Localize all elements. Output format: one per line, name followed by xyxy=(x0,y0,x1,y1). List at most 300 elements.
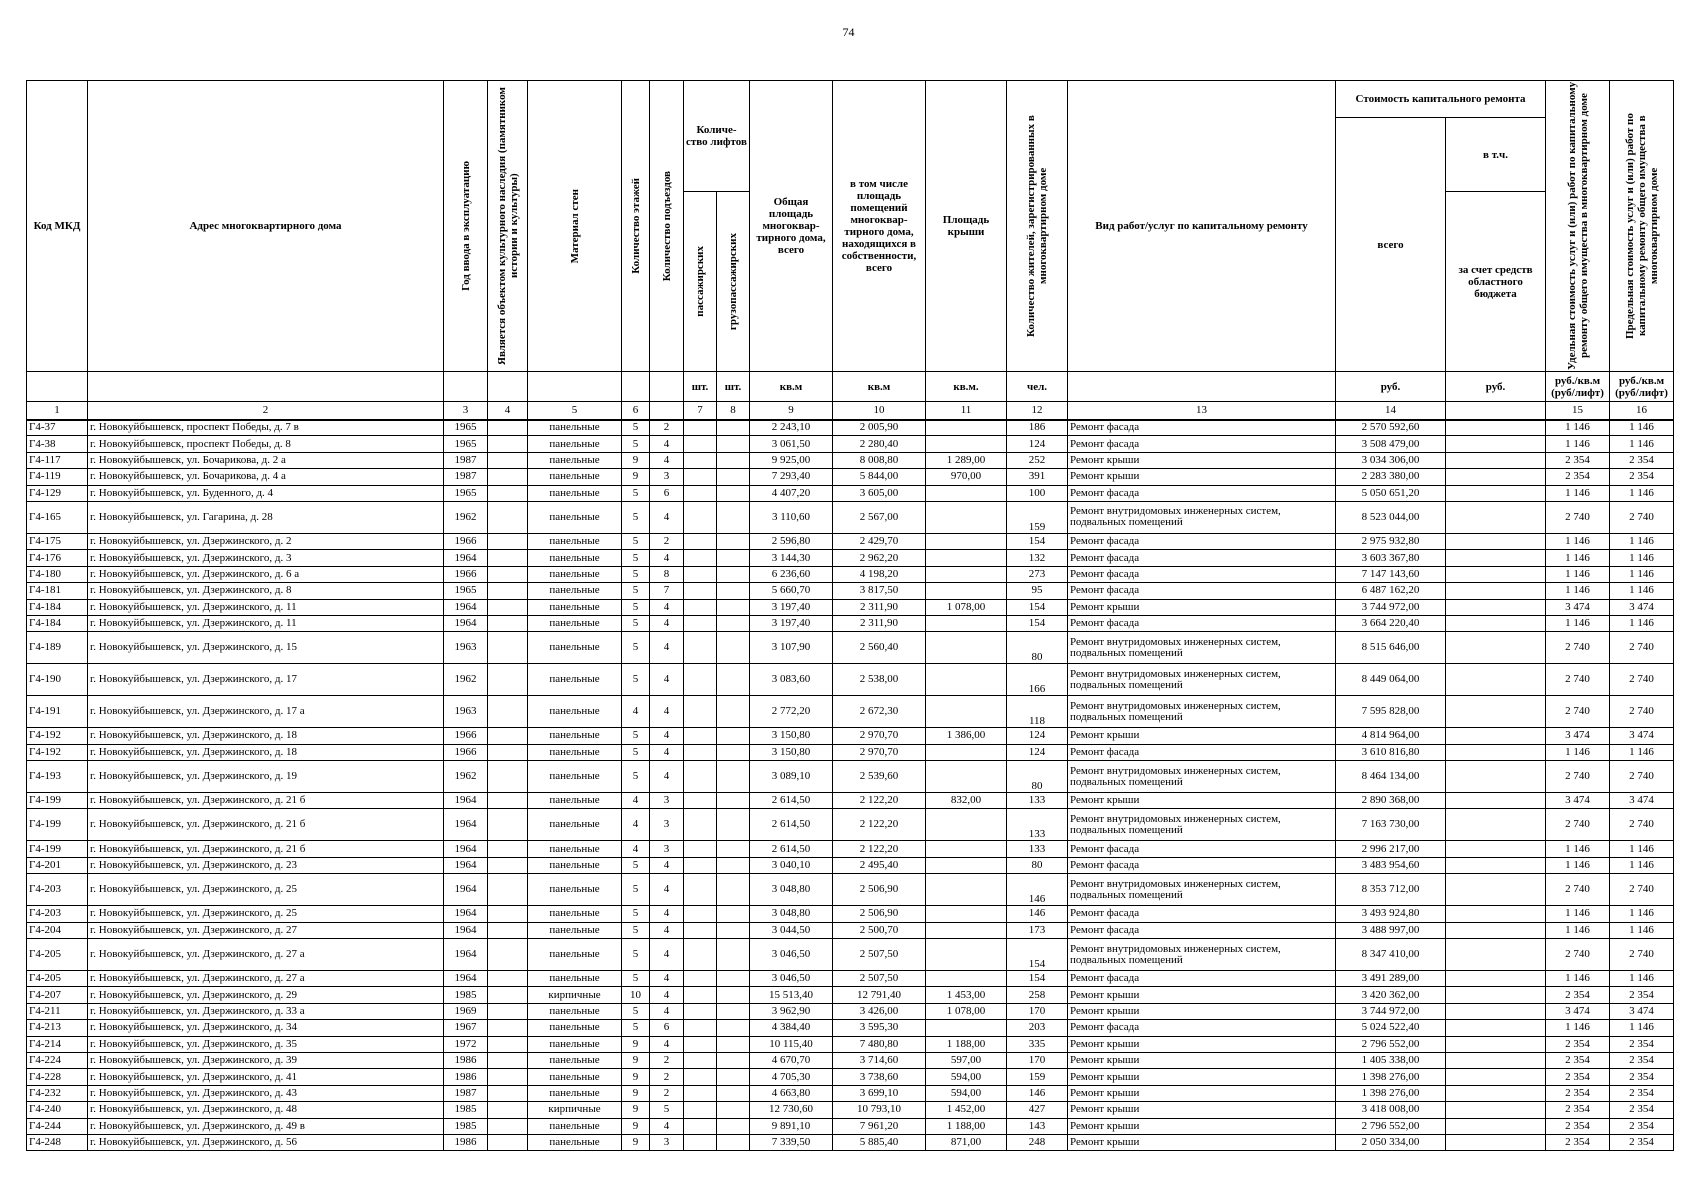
cell-residents: 95 xyxy=(1007,583,1068,599)
cell-lifts-passenger xyxy=(684,971,717,987)
cell-work-type: Ремонт крыши xyxy=(1068,1118,1336,1134)
cell-year: 1962 xyxy=(444,664,488,696)
cell-area-owned: 2 962,20 xyxy=(833,550,926,566)
cell-heritage xyxy=(488,452,528,468)
cell-max-cost: 3 474 xyxy=(1610,728,1674,744)
column-number: 8 xyxy=(717,402,750,420)
cell-entrances: 4 xyxy=(650,664,684,696)
cell-floors: 5 xyxy=(622,420,650,436)
cell-entrances: 4 xyxy=(650,632,684,664)
cell-code: Г4-129 xyxy=(27,485,88,501)
cell-entrances: 4 xyxy=(650,436,684,452)
cell-cost-total: 2 796 552,00 xyxy=(1336,1118,1446,1134)
cell-wall-material: панельные xyxy=(528,533,622,549)
cell-work-type: Ремонт внутридомовых инженерных систем, подвальных помещений xyxy=(1068,696,1336,728)
cell-cost-regional xyxy=(1446,452,1546,468)
cell-heritage xyxy=(488,1118,528,1134)
cell-residents: 154 xyxy=(1007,533,1068,549)
cell-area-total: 2 243,10 xyxy=(750,420,833,436)
cell-entrances: 4 xyxy=(650,922,684,938)
cell-heritage xyxy=(488,615,528,631)
cell-cost-total: 7 163 730,00 xyxy=(1336,809,1446,841)
cell-roof-area xyxy=(926,971,1007,987)
cell-floors: 5 xyxy=(622,874,650,906)
table-row xyxy=(27,452,1674,468)
cell-cost-regional xyxy=(1446,1134,1546,1150)
cell-residents: 166 xyxy=(1007,664,1068,696)
cell-year: 1985 xyxy=(444,987,488,1003)
cell-code: Г4-38 xyxy=(27,436,88,452)
cell-cost-total: 3 420 362,00 xyxy=(1336,987,1446,1003)
cell-entrances: 4 xyxy=(650,857,684,873)
cell-max-cost: 2 740 xyxy=(1610,761,1674,793)
cell-heritage xyxy=(488,501,528,533)
cell-floors: 9 xyxy=(622,1036,650,1052)
cell-heritage xyxy=(488,971,528,987)
cell-cost-total: 3 493 924,80 xyxy=(1336,906,1446,922)
cell-lifts-cargo xyxy=(717,857,750,873)
cell-specific-cost: 2 740 xyxy=(1546,664,1610,696)
cell-cost-total: 2 796 552,00 xyxy=(1336,1036,1446,1052)
cell-work-type: Ремонт крыши xyxy=(1068,1134,1336,1150)
cell-code: Г4-240 xyxy=(27,1102,88,1118)
cell-roof-area xyxy=(926,485,1007,501)
cell-specific-cost: 3 474 xyxy=(1546,1003,1610,1019)
cell-heritage xyxy=(488,906,528,922)
cell-year: 1964 xyxy=(444,615,488,631)
cell-work-type: Ремонт внутридомовых инженерных систем, подвальных помещений xyxy=(1068,761,1336,793)
cell-cost-regional xyxy=(1446,485,1546,501)
cell-heritage xyxy=(488,857,528,873)
cell-wall-material: панельные xyxy=(528,469,622,485)
cell-wall-material: панельные xyxy=(528,485,622,501)
cell-roof-area xyxy=(926,809,1007,841)
cell-code: Г4-228 xyxy=(27,1069,88,1085)
cell-lifts-cargo xyxy=(717,533,750,549)
unit-pcs: шт. xyxy=(717,372,750,402)
cell-lifts-cargo xyxy=(717,1102,750,1118)
cell-residents: 170 xyxy=(1007,1052,1068,1068)
cell-address: г. Новокуйбышевск, ул. Дзержинского, д. 34 xyxy=(88,1020,444,1036)
cell-wall-material: панельные xyxy=(528,1134,622,1150)
cell-cost-regional xyxy=(1446,809,1546,841)
cell-lifts-passenger xyxy=(684,906,717,922)
cell-area-total: 3 061,50 xyxy=(750,436,833,452)
cell-entrances: 6 xyxy=(650,485,684,501)
cell-area-owned: 3 817,50 xyxy=(833,583,926,599)
cell-lifts-passenger xyxy=(684,744,717,760)
cell-year: 1962 xyxy=(444,501,488,533)
cell-address: г. Новокуйбышевск, ул. Дзержинского, д. 8 xyxy=(88,583,444,599)
cell-entrances: 3 xyxy=(650,793,684,809)
cell-address: г. Новокуйбышевск, ул. Дзержинского, д. 56 xyxy=(88,1134,444,1150)
table-row xyxy=(27,1085,1674,1101)
cell-code: Г4-213 xyxy=(27,1020,88,1036)
cell-code: Г4-214 xyxy=(27,1036,88,1052)
cell-entrances: 4 xyxy=(650,971,684,987)
cell-roof-area: 1 188,00 xyxy=(926,1036,1007,1052)
cell-heritage xyxy=(488,664,528,696)
cell-year: 1986 xyxy=(444,1052,488,1068)
cell-area-total: 3 044,50 xyxy=(750,922,833,938)
cell-area-owned: 7 961,20 xyxy=(833,1118,926,1134)
cell-lifts-passenger xyxy=(684,533,717,549)
cell-cost-regional xyxy=(1446,841,1546,857)
cell-floors: 5 xyxy=(622,615,650,631)
cell-cost-regional xyxy=(1446,971,1546,987)
cell-lifts-cargo xyxy=(717,874,750,906)
cell-wall-material: панельные xyxy=(528,664,622,696)
column-number: 5 xyxy=(528,402,622,420)
cell-work-type: Ремонт фасада xyxy=(1068,533,1336,549)
cell-area-total: 3 046,50 xyxy=(750,939,833,971)
cell-area-total: 3 048,80 xyxy=(750,874,833,906)
cell-max-cost: 2 354 xyxy=(1610,1134,1674,1150)
cell-max-cost: 1 146 xyxy=(1610,922,1674,938)
cell-specific-cost: 1 146 xyxy=(1546,566,1610,582)
cell-wall-material: панельные xyxy=(528,1020,622,1036)
cell-heritage xyxy=(488,809,528,841)
cell-address: г. Новокуйбышевск, ул. Дзержинского, д. 11 xyxy=(88,599,444,615)
cell-address: г. Новокуйбышевск, ул. Бочарикова, д. 4 а xyxy=(88,469,444,485)
cell-specific-cost: 2 740 xyxy=(1546,874,1610,906)
cell-roof-area xyxy=(926,436,1007,452)
unit-rub: руб. xyxy=(1446,372,1546,402)
cell-code: Г4-165 xyxy=(27,501,88,533)
cell-work-type: Ремонт крыши xyxy=(1068,1069,1336,1085)
cell-address: г. Новокуйбышевск, ул. Дзержинского, д. 2 xyxy=(88,533,444,549)
cell-lifts-passenger xyxy=(684,922,717,938)
cell-address: г. Новокуйбышевск, ул. Дзержинского, д. 15 xyxy=(88,632,444,664)
cell-lifts-passenger xyxy=(684,566,717,582)
cell-roof-area xyxy=(926,615,1007,631)
cell-cost-regional xyxy=(1446,1036,1546,1052)
cell-floors: 5 xyxy=(622,939,650,971)
cell-area-owned: 2 507,50 xyxy=(833,939,926,971)
cell-residents: 273 xyxy=(1007,566,1068,582)
cell-floors: 9 xyxy=(622,1102,650,1118)
cell-max-cost: 2 354 xyxy=(1610,1118,1674,1134)
column-number xyxy=(1446,402,1546,420)
cell-work-type: Ремонт крыши xyxy=(1068,452,1336,468)
cell-heritage xyxy=(488,1036,528,1052)
cell-cost-total: 8 347 410,00 xyxy=(1336,939,1446,971)
cell-residents: 258 xyxy=(1007,987,1068,1003)
cell-address: г. Новокуйбышевск, ул. Гагарина, д. 28 xyxy=(88,501,444,533)
table-row xyxy=(27,566,1674,582)
cell-area-total: 3 962,90 xyxy=(750,1003,833,1019)
cell-roof-area: 1 078,00 xyxy=(926,599,1007,615)
cell-floors: 5 xyxy=(622,728,650,744)
cell-lifts-cargo xyxy=(717,1020,750,1036)
cell-cost-regional xyxy=(1446,1102,1546,1118)
cell-wall-material: панельные xyxy=(528,1036,622,1052)
cell-cost-total: 2 283 380,00 xyxy=(1336,469,1446,485)
cell-max-cost: 2 740 xyxy=(1610,874,1674,906)
cell-cost-total: 1 398 276,00 xyxy=(1336,1069,1446,1085)
cell-wall-material: кирпичные xyxy=(528,987,622,1003)
cell-lifts-cargo xyxy=(717,1003,750,1019)
cell-area-owned: 8 008,80 xyxy=(833,452,926,468)
table-row xyxy=(27,1069,1674,1085)
cell-specific-cost: 1 146 xyxy=(1546,485,1610,501)
cell-address: г. Новокуйбышевск, ул. Дзержинского, д. 6 а xyxy=(88,566,444,582)
cell-specific-cost: 3 474 xyxy=(1546,793,1610,809)
cell-max-cost: 1 146 xyxy=(1610,1020,1674,1036)
cell-residents: 100 xyxy=(1007,485,1068,501)
column-number: 10 xyxy=(833,402,926,420)
cell-area-owned: 5 885,40 xyxy=(833,1134,926,1150)
cell-area-owned: 2 311,90 xyxy=(833,599,926,615)
cell-max-cost: 3 474 xyxy=(1610,1003,1674,1019)
cell-address: г. Новокуйбышевск, ул. Дзержинского, д. 17 xyxy=(88,664,444,696)
cell-lifts-cargo xyxy=(717,436,750,452)
cell-cost-regional xyxy=(1446,615,1546,631)
cell-cost-regional xyxy=(1446,420,1546,436)
cell-work-type: Ремонт фасада xyxy=(1068,566,1336,582)
cell-heritage xyxy=(488,874,528,906)
cell-year: 1987 xyxy=(444,452,488,468)
cell-area-total: 2 614,50 xyxy=(750,809,833,841)
cell-cost-total: 8 515 646,00 xyxy=(1336,632,1446,664)
cell-area-total: 3 110,60 xyxy=(750,501,833,533)
cell-wall-material: панельные xyxy=(528,761,622,793)
cell-max-cost: 1 146 xyxy=(1610,436,1674,452)
cell-entrances: 4 xyxy=(650,874,684,906)
repair-registry-table xyxy=(26,80,1674,1151)
cell-residents: 154 xyxy=(1007,971,1068,987)
cell-area-owned: 2 970,70 xyxy=(833,744,926,760)
cell-max-cost: 2 354 xyxy=(1610,1085,1674,1101)
cell-specific-cost: 1 146 xyxy=(1546,744,1610,760)
column-number: 1 xyxy=(27,402,88,420)
cell-cost-regional xyxy=(1446,1069,1546,1085)
cell-specific-cost: 1 146 xyxy=(1546,971,1610,987)
cell-residents: 124 xyxy=(1007,436,1068,452)
cell-floors: 5 xyxy=(622,436,650,452)
cell-cost-total: 2 996 217,00 xyxy=(1336,841,1446,857)
cell-entrances: 2 xyxy=(650,1085,684,1101)
cell-specific-cost: 2 354 xyxy=(1546,1052,1610,1068)
table-row xyxy=(27,939,1674,971)
unit-rub-per-sqm: руб./кв.м (руб/лифт) xyxy=(1546,372,1610,402)
cell-roof-area xyxy=(926,922,1007,938)
cell-wall-material: панельные xyxy=(528,841,622,857)
cell-area-owned: 2 280,40 xyxy=(833,436,926,452)
cell-wall-material: панельные xyxy=(528,1085,622,1101)
cell-area-owned: 2 311,90 xyxy=(833,615,926,631)
cell-roof-area: 832,00 xyxy=(926,793,1007,809)
cell-year: 1965 xyxy=(444,583,488,599)
table-row xyxy=(27,1118,1674,1134)
cell-specific-cost: 2 354 xyxy=(1546,452,1610,468)
cell-address: г. Новокуйбышевск, ул. Дзержинского, д. 18 xyxy=(88,728,444,744)
cell-lifts-cargo xyxy=(717,1052,750,1068)
cell-year: 1965 xyxy=(444,436,488,452)
cell-address: г. Новокуйбышевск, ул. Дзержинского, д. 43 xyxy=(88,1085,444,1101)
cell-cost-total: 3 491 289,00 xyxy=(1336,971,1446,987)
cell-roof-area: 1 188,00 xyxy=(926,1118,1007,1134)
header-roof-area: Площадь крыши xyxy=(926,81,1007,372)
header-cost-total: всего xyxy=(1336,118,1446,372)
cell-cost-total: 2 050 334,00 xyxy=(1336,1134,1446,1150)
cell-lifts-passenger xyxy=(684,1102,717,1118)
cell-roof-area xyxy=(926,1020,1007,1036)
cell-entrances: 4 xyxy=(650,615,684,631)
cell-entrances: 3 xyxy=(650,841,684,857)
cell-area-owned: 2 539,60 xyxy=(833,761,926,793)
cell-residents: 80 xyxy=(1007,857,1068,873)
cell-area-owned: 2 560,40 xyxy=(833,632,926,664)
cell-work-type: Ремонт крыши xyxy=(1068,599,1336,615)
table-row xyxy=(27,501,1674,533)
cell-entrances: 4 xyxy=(650,761,684,793)
cell-max-cost: 1 146 xyxy=(1610,841,1674,857)
cell-address: г. Новокуйбышевск, ул. Дзержинского, д. 27 а xyxy=(88,939,444,971)
cell-cost-regional xyxy=(1446,922,1546,938)
cell-area-total: 7 293,40 xyxy=(750,469,833,485)
cell-code: Г4-224 xyxy=(27,1052,88,1068)
cell-wall-material: панельные xyxy=(528,1118,622,1134)
cell-roof-area xyxy=(926,550,1007,566)
cell-area-owned: 3 605,00 xyxy=(833,485,926,501)
cell-cost-total: 3 603 367,80 xyxy=(1336,550,1446,566)
cell-heritage xyxy=(488,841,528,857)
cell-area-total: 9 925,00 xyxy=(750,452,833,468)
cell-entrances: 6 xyxy=(650,1020,684,1036)
cell-area-total: 2 614,50 xyxy=(750,793,833,809)
cell-entrances: 4 xyxy=(650,728,684,744)
cell-area-owned: 3 714,60 xyxy=(833,1052,926,1068)
cell-wall-material: панельные xyxy=(528,599,622,615)
cell-year: 1965 xyxy=(444,420,488,436)
cell-specific-cost: 2 354 xyxy=(1546,1134,1610,1150)
cell-roof-area: 1 078,00 xyxy=(926,1003,1007,1019)
cell-cost-total: 8 523 044,00 xyxy=(1336,501,1446,533)
cell-cost-regional xyxy=(1446,728,1546,744)
cell-roof-area xyxy=(926,566,1007,582)
table-row xyxy=(27,599,1674,615)
table-row xyxy=(27,1134,1674,1150)
cell-max-cost: 2 354 xyxy=(1610,987,1674,1003)
cell-heritage xyxy=(488,420,528,436)
cell-floors: 4 xyxy=(622,793,650,809)
cell-max-cost: 1 146 xyxy=(1610,485,1674,501)
cell-address: г. Новокуйбышевск, ул. Дзержинского, д. 27 а xyxy=(88,971,444,987)
cell-floors: 5 xyxy=(622,971,650,987)
cell-lifts-cargo xyxy=(717,761,750,793)
cell-lifts-passenger xyxy=(684,728,717,744)
cell-area-owned: 3 595,30 xyxy=(833,1020,926,1036)
cell-lifts-passenger xyxy=(684,452,717,468)
cell-code: Г4-190 xyxy=(27,664,88,696)
cell-roof-area: 597,00 xyxy=(926,1052,1007,1068)
cell-residents: 335 xyxy=(1007,1036,1068,1052)
cell-address: г. Новокуйбышевск, ул. Дзержинского, д. 27 xyxy=(88,922,444,938)
table-row xyxy=(27,1003,1674,1019)
cell-entrances: 4 xyxy=(650,452,684,468)
cell-lifts-cargo xyxy=(717,1036,750,1052)
cell-area-total: 3 048,80 xyxy=(750,906,833,922)
cell-heritage xyxy=(488,1085,528,1101)
table-row xyxy=(27,533,1674,549)
cell-area-total: 4 670,70 xyxy=(750,1052,833,1068)
cell-residents: 133 xyxy=(1007,793,1068,809)
cell-code: Г4-37 xyxy=(27,420,88,436)
cell-year: 1964 xyxy=(444,857,488,873)
cell-heritage xyxy=(488,485,528,501)
cell-year: 1966 xyxy=(444,533,488,549)
column-number: 9 xyxy=(750,402,833,420)
unit-sqm: кв.м xyxy=(750,372,833,402)
cell-area-total: 6 236,60 xyxy=(750,566,833,582)
header-max-cost: Предельная стоимость услуг и (или) работ по капитальному ремонту общего имущества в многоквартирном доме xyxy=(1610,81,1674,372)
cell-roof-area xyxy=(926,906,1007,922)
cell-roof-area xyxy=(926,841,1007,857)
cell-floors: 5 xyxy=(622,744,650,760)
cell-year: 1963 xyxy=(444,632,488,664)
cell-roof-area xyxy=(926,857,1007,873)
cell-address: г. Новокуйбышевск, ул. Дзержинского, д. 25 xyxy=(88,874,444,906)
cell-lifts-passenger xyxy=(684,1134,717,1150)
table-row xyxy=(27,744,1674,760)
cell-address: г. Новокуйбышевск, ул. Дзержинского, д. 21 б xyxy=(88,841,444,857)
cell-lifts-passenger xyxy=(684,841,717,857)
table-row xyxy=(27,906,1674,922)
cell-cost-total: 3 744 972,00 xyxy=(1336,599,1446,615)
column-number: 6 xyxy=(622,402,650,420)
table-row xyxy=(27,809,1674,841)
cell-lifts-cargo xyxy=(717,696,750,728)
cell-entrances: 2 xyxy=(650,1069,684,1085)
cell-residents: 252 xyxy=(1007,452,1068,468)
cell-residents: 146 xyxy=(1007,906,1068,922)
column-number: 13 xyxy=(1068,402,1336,420)
cell-heritage xyxy=(488,566,528,582)
cell-area-owned: 2 005,90 xyxy=(833,420,926,436)
table-row xyxy=(27,632,1674,664)
cell-cost-total: 3 488 997,00 xyxy=(1336,922,1446,938)
cell-lifts-passenger xyxy=(684,420,717,436)
cell-heritage xyxy=(488,469,528,485)
cell-lifts-cargo xyxy=(717,744,750,760)
cell-heritage xyxy=(488,793,528,809)
cell-lifts-cargo xyxy=(717,841,750,857)
table-row xyxy=(27,793,1674,809)
column-number: 7 xyxy=(684,402,717,420)
cell-floors: 5 xyxy=(622,533,650,549)
cell-lifts-cargo xyxy=(717,793,750,809)
cell-area-owned: 2 538,00 xyxy=(833,664,926,696)
cell-residents: 186 xyxy=(1007,420,1068,436)
table-row xyxy=(27,615,1674,631)
cell-max-cost: 1 146 xyxy=(1610,550,1674,566)
cell-code: Г4-180 xyxy=(27,566,88,582)
cell-area-owned: 10 793,10 xyxy=(833,1102,926,1118)
cell-floors: 4 xyxy=(622,809,650,841)
cell-max-cost: 1 146 xyxy=(1610,857,1674,873)
cell-year: 1964 xyxy=(444,906,488,922)
cell-entrances: 2 xyxy=(650,420,684,436)
cell-code: Г4-201 xyxy=(27,857,88,873)
cell-lifts-passenger xyxy=(684,501,717,533)
cell-floors: 5 xyxy=(622,906,650,922)
cell-area-owned: 3 738,60 xyxy=(833,1069,926,1085)
unit-people: чел. xyxy=(1007,372,1068,402)
cell-area-total: 3 040,10 xyxy=(750,857,833,873)
cell-code: Г4-193 xyxy=(27,761,88,793)
table-row xyxy=(27,550,1674,566)
